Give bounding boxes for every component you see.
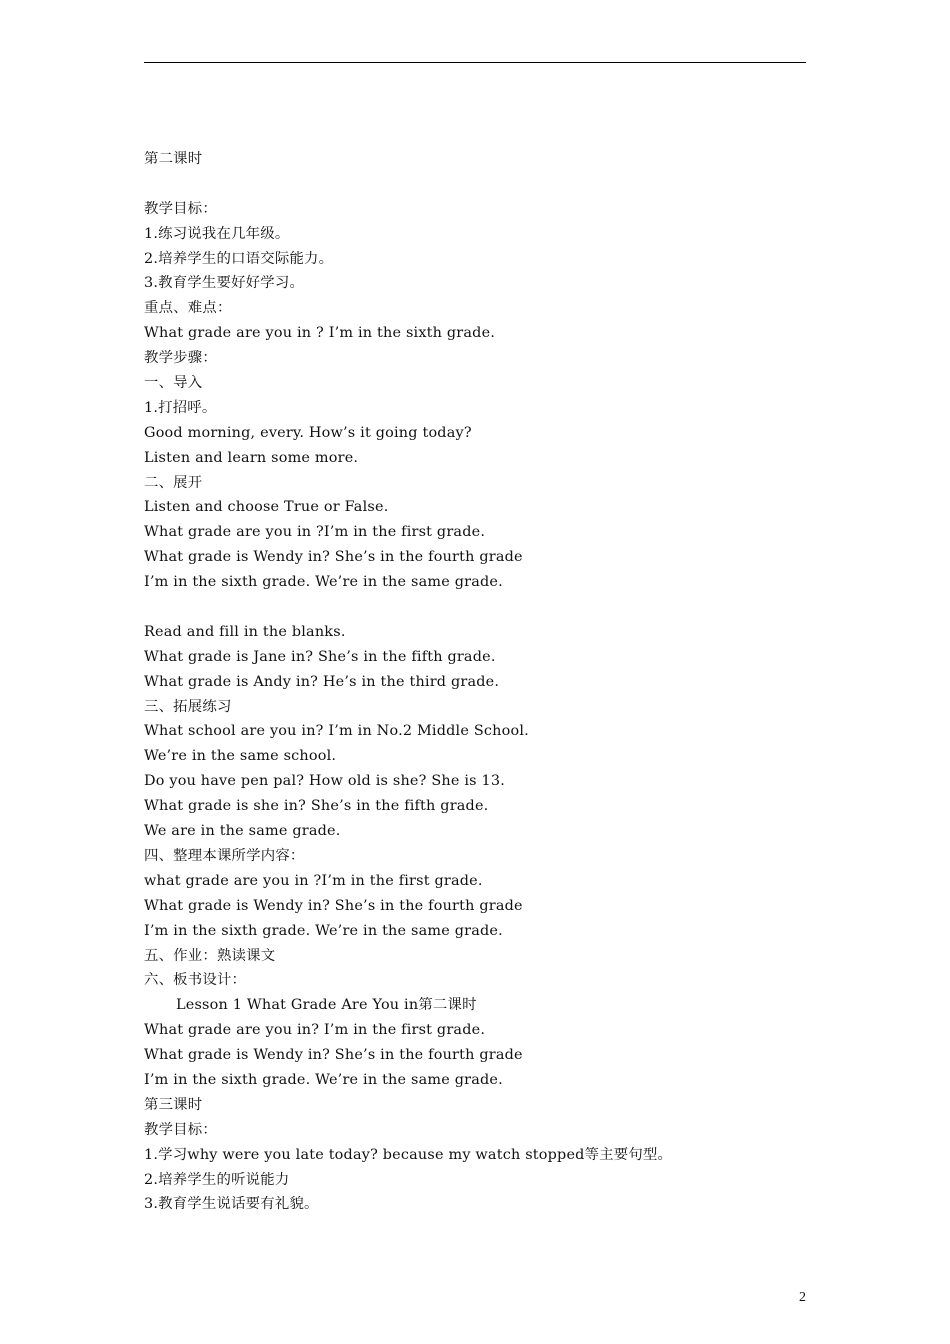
text-line: What grade is Wendy in? She’s in the fourth grade [144,897,523,914]
text-line: I’m in the sixth grade. We’re in the same grade. [144,1071,503,1088]
text-line: What grade is Andy in? He’s in the third grade. [144,673,500,690]
text-line: Listen and choose True or False. [144,499,389,516]
step-heading: 四、整理本课所学内容： [144,847,305,864]
step-heading: 六、板书设计： [144,972,247,989]
text-line: What grade are you in ? I’m in the sixth grade. [144,325,496,342]
text-line: What grade is Wendy in? She’s in the fourth grade [144,1047,523,1064]
text-line: What grade is Jane in? She’s in the fifth grade. [144,648,496,665]
blank-line [144,172,784,197]
section-heading: 重点、难点： [144,300,232,317]
text-line: 1.打招呼。 [144,399,217,416]
text-line: What grade are you in ?I’m in the first grade. [144,524,486,541]
text-line: Read and fill in the blanks. [144,623,346,640]
objective-item: 3.教育学生要好好学习。 [144,275,305,292]
objective-item: 2.培养学生的口语交际能力。 [144,250,334,267]
step-heading: 五、作业：熟读课文 [144,947,276,964]
objective-item: 1.练习说我在几年级。 [144,225,290,242]
text-line: We are in the same grade. [144,823,341,840]
objective-item: 1.学习why were you late today? because my watch stopped等主要句型。 [144,1146,673,1163]
header-rule [144,62,806,63]
text-line: What grade is she in? She’s in the fifth grade. [144,798,489,815]
text-line: I’m in the sixth grade. We’re in the same grade. [144,922,503,939]
step-heading: 三、拓展练习 [144,698,232,715]
text-line: What grade are you in? I’m in the first grade. [144,1022,486,1039]
objective-item: 3.教育学生说话要有礼貌。 [144,1196,319,1213]
step-heading: 一、导入 [144,375,203,392]
page-number: 2 [799,1290,806,1305]
text-line: I’m in the sixth grade. We’re in the same grade. [144,574,503,591]
document-body [144,147,784,1217]
step-heading: 二、展开 [144,474,203,491]
text-line: what grade are you in ?I’m in the first grade. [144,872,483,889]
text-line: What grade is Wendy in? She’s in the fourth grade [144,549,523,566]
lesson-heading: 第三课时 [144,1096,203,1113]
blank-line [144,595,784,620]
lesson-heading: 第二课时 [144,151,203,167]
text-line: Good morning, every. How’s it going today? [144,424,472,441]
text-line: What school are you in? I’m in No.2 Middle School. [144,723,529,740]
board-title: Lesson 1 What Grade Are You in第二课时 [176,997,477,1014]
text-line: We’re in the same school. [144,748,337,765]
section-heading: 教学步骤： [144,350,217,367]
section-heading: 教学目标： [144,1121,217,1138]
text-line: Listen and learn some more. [144,449,359,466]
objective-item: 2.培养学生的听说能力 [144,1171,290,1188]
section-heading: 教学目标： [144,200,217,217]
text-line: Do you have pen pal? How old is she? She is 13. [144,773,505,790]
